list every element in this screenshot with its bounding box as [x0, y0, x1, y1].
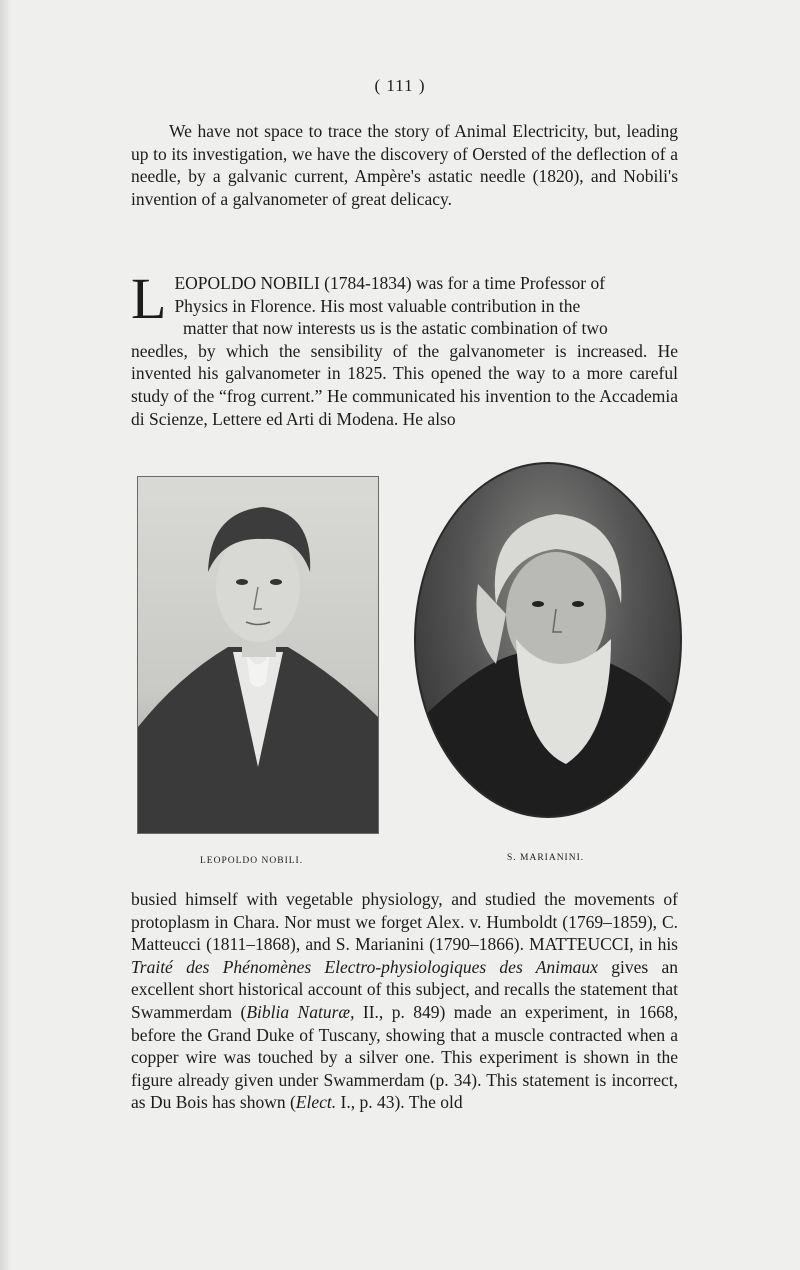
- paragraph-nobili-line2: Physics in Florence. His most valuable contribution in the: [174, 295, 581, 316]
- drop-cap: L: [131, 266, 167, 331]
- page-edge: [0, 0, 12, 1270]
- page-number: ( 111 ): [374, 76, 426, 95]
- paragraph-matteucci-biblia-italic: Biblia Naturæ: [246, 1001, 351, 1022]
- paragraph-matteucci-part3: , II., p. 849) made an experiment, in 1668, before the Grand Duke of Tuscany, showing that a muscle contracted when a copper wire was touched by a silver one. This experiment is shown in the figure already given under Swammerdam (p. 34). This statement is incorrect, as Du Bois has shown (: [131, 1001, 678, 1113]
- caption-nobili: LEOPOLDO NOBILI.: [200, 856, 304, 866]
- paragraph-matteucci-elect-italic: Elect.: [295, 1092, 337, 1113]
- paragraph-matteucci: [131, 888, 678, 1114]
- portrait-marianini-drawing: [416, 464, 680, 816]
- portrait-nobili: [137, 476, 379, 834]
- portrait-nobili-drawing: [138, 477, 378, 833]
- paragraph-matteucci-part1: busied himself with vegetable physiology, and studied the movements of protoplasm in Chara. Nor must we forget Alex. v. Humboldt (1769–1859), C. Matteucci (1811–1868), and S. Marianini (1790–1866). MATTEUCCI, in his: [131, 889, 678, 955]
- paragraph-intro: We have not space to trace the story of Animal Electricity, but, leading up to its investigation, we have the discovery of Oersted of the deflection of a needle, by a galvanic current, Ampère's astatic needle (1820), and Nobili's invention of a galvanometer of great delicacy.: [131, 121, 678, 209]
- caption-marianini: S. MARIANINI.: [507, 853, 585, 863]
- paragraph-nobili: [131, 266, 678, 430]
- portrait-marianini: [414, 462, 682, 818]
- paragraph-nobili-line1: EOPOLDO NOBILI (1784-1834) was for a time Professor of: [174, 273, 606, 293]
- paragraph-matteucci-part2: gives an excellent short historical account of this subject, and recalls the statement that Swammerdam (: [131, 956, 678, 1022]
- paragraph-nobili-line3: matter that now interests us is the astatic combination of two: [183, 318, 608, 339]
- paragraph-matteucci-part4: I., p. 43). The old: [336, 1092, 463, 1113]
- paragraph-nobili-rest: needles, by which the sensibility of the galvanometer is increased. He invented his galvanometer in 1825. This opened the way to a more careful study of the “frog current.” He communicated his invention to the Accademia di Scienze, Lettere ed Arti di Modena. He also: [131, 340, 678, 429]
- paragraph-matteucci-title-italic: Traité des Phénomènes Electro-physiologiques des Animaux: [131, 956, 598, 977]
